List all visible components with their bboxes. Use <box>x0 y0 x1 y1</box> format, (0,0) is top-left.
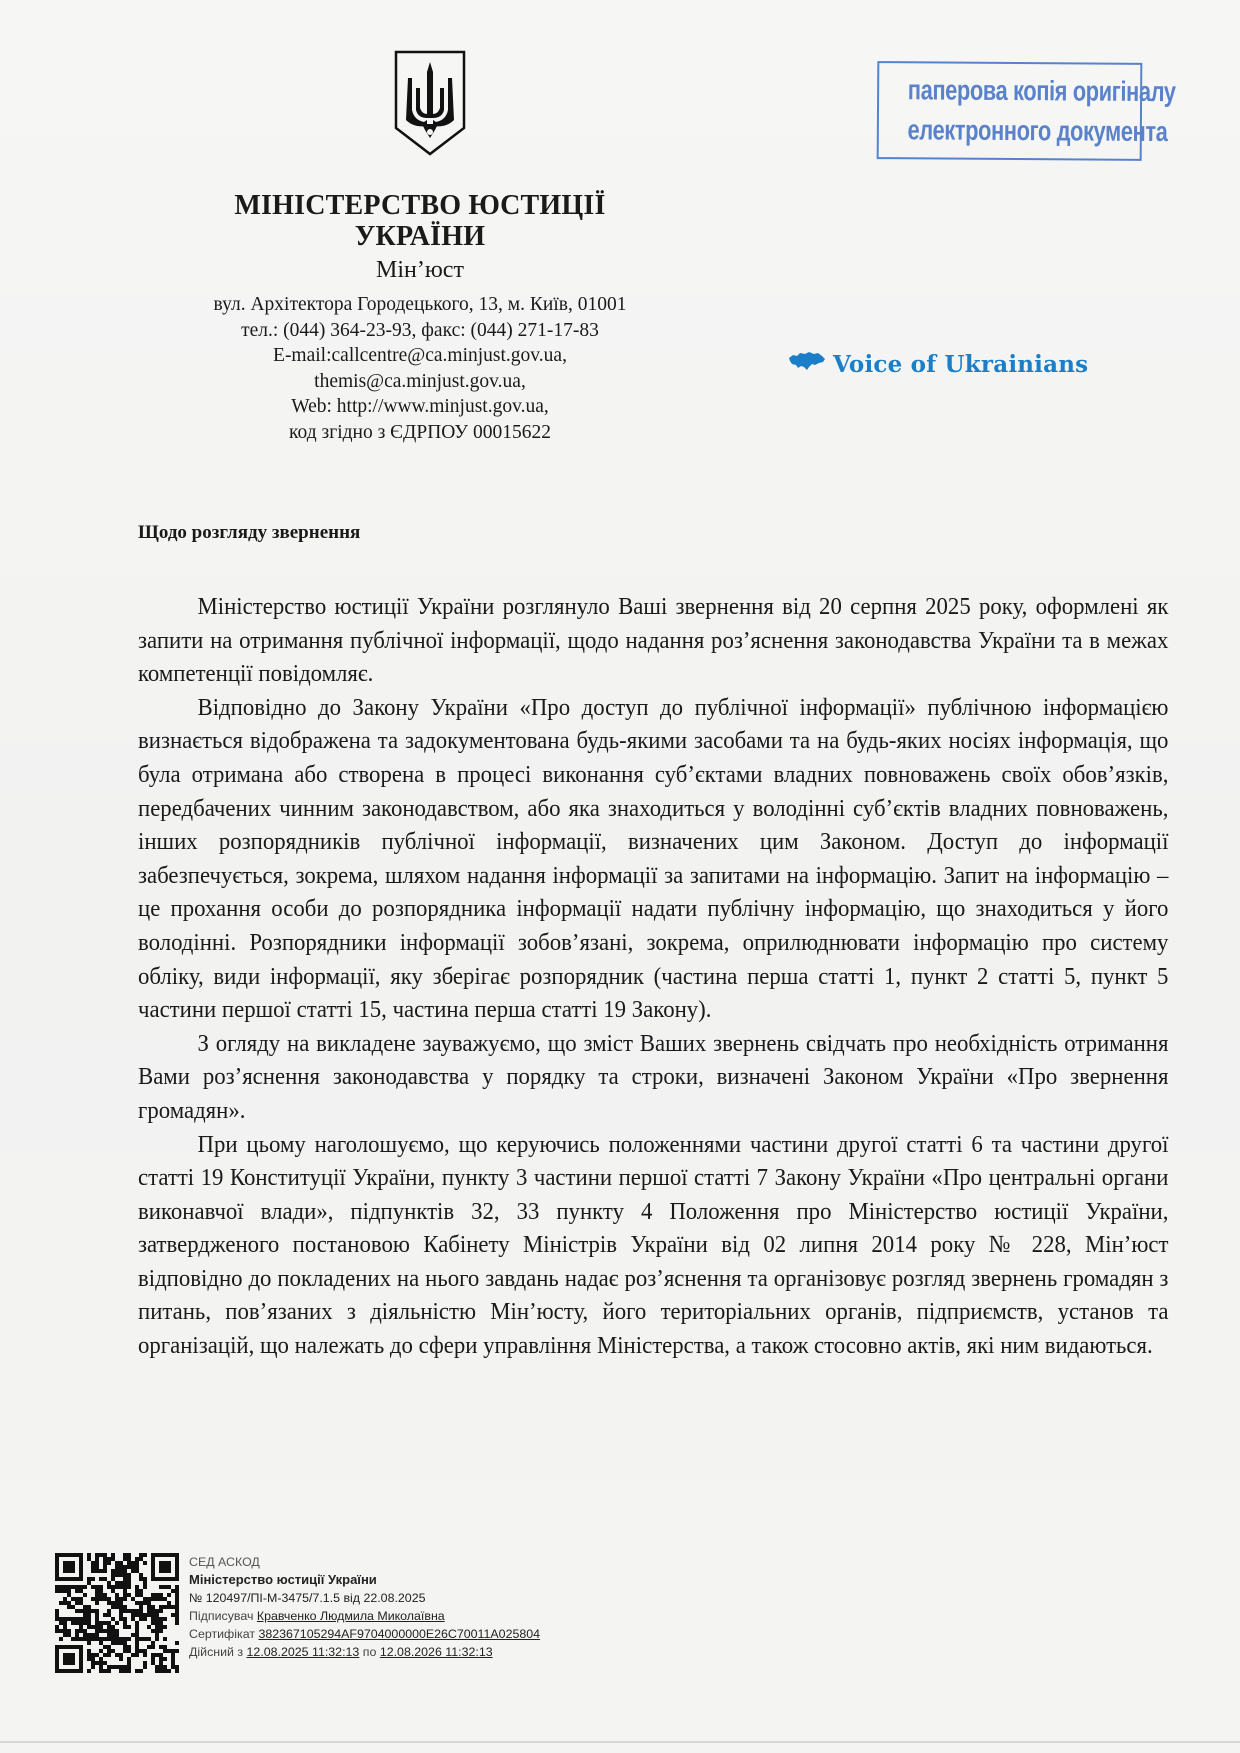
paper-copy-stamp <box>877 61 1176 161</box>
phone-fax: тел.: (044) 364-23-93, факс: (044) 271-17-83 <box>241 319 599 341</box>
document-system: СЕД АСКОД <box>189 1555 260 1569</box>
website: Web: http://www.minjust.gov.ua, <box>291 396 549 417</box>
ministry-title-line-1: МІНІСТЕРСТВО ЮСТИЦІЇ <box>234 190 606 221</box>
contact-details <box>140 292 700 445</box>
signature-details <box>189 1553 540 1661</box>
signer-name: Кравченко Людмила Миколаївна <box>256 1609 445 1623</box>
letter-subject: Щодо розгляду звернення <box>138 522 361 543</box>
email-themis: themis@ca.minjust.gov.ua, <box>314 370 526 392</box>
ministry-title-line-2: УКРАЇНИ <box>354 221 486 252</box>
certificate-number: 382367105294AF9704000000E26C70011A025804 <box>258 1627 541 1641</box>
validity-row <box>189 1643 540 1661</box>
valid-from-label: Дійсний з <box>189 1645 244 1659</box>
registration-number: № 120497/ПІ-М-3475/7.1.5 від 22.08.2025 <box>189 1591 426 1605</box>
certificate-label: Сертифікат <box>189 1627 255 1641</box>
signing-organization: Міністерство юстиції України <box>189 1572 377 1587</box>
ukraine-map-icon <box>787 350 827 378</box>
valid-from: 12.08.2025 11:32:13 <box>246 1645 360 1659</box>
signer-label: Підписувач <box>189 1609 254 1623</box>
address: вул. Архітектора Городецького, 13, м. Київ, 01001 <box>213 294 627 315</box>
ministry-short-name: Мін’юст <box>376 257 464 283</box>
signer-row <box>189 1607 540 1625</box>
stamp-line-1: паперова копія оригіналу <box>907 74 1176 108</box>
body-paragraph: З огляду на викладене зауважуємо, що зміст Ваших звернень свідчать про необхідність отримання Вами роз’яснення законодавства у порядку та строки, визначені Законом України «Про звернення громадян». <box>138 1029 1169 1124</box>
certificate-row <box>189 1625 540 1643</box>
letter-body <box>138 590 1168 1363</box>
edrpou-code: код згідно з ЄДРПОУ 00015622 <box>289 421 551 443</box>
stamp-line-2: електронного документа <box>907 114 1168 148</box>
body-paragraph: Відповідно до Закону України «Про доступ до публічної інформації» публічною інформацією визнається відображена та задокументована будь-якими засобами та на будь-яких носіях інформація, що була отримана або створена в процесі виконання суб’єктами владних повноважень своїх обов’язків, передбачених чинним законодавством, або яка знаходиться у володінні суб’єктів владних повноважень, інших розпорядників публічної інформації, визначених цим Законом. Доступ до інформації забезпечується, зокрема, шляхом надання інформації за запитами на інформацію. Запит на інформацію – це прохання особи до розпорядника інформації надати публічну інформацію, що знаходиться у його володінні. Розпорядники інформації зобов’язані, зокрема, оприлюднювати інформацію про систему обліку, види інформації, яку зберігає розпорядник (частина перша статті 1, пункт 2 статті 5, пункт 5 частини першої статті 15, частина перша статті 19 Закону). <box>138 693 1169 1024</box>
watermark-text: Voice of Ukrainians <box>833 350 1089 378</box>
valid-to: 12.08.2026 11:32:13 <box>379 1645 493 1659</box>
letterhead <box>140 190 700 445</box>
voice-of-ukrainians-watermark <box>787 350 1088 378</box>
valid-to-label: по <box>362 1645 377 1659</box>
email-callcentre: E-mail:callcentre@ca.minjust.gov.ua, <box>273 345 567 366</box>
electronic-signature-block <box>55 1553 540 1673</box>
body-paragraph: При цьому наголошуємо, що керуючись положеннями частини другої статті 6 та частини другої статті 19 Конституції України, пункту 3 частини першої статті 7 Закону України «Про центральні органи виконавчої влади», підпунктів 32, 33 пункту 4 Положення про Міністерство юстиції України, затвердженого постановою Кабінету Міністрів України від 02 липня 2014 року № 228, Мін’юст відповідно до покладених на нього завдань надає роз’яснення та організовує розгляд звернень громадян з питань, пов’язаних з діяльністю Мін’юсту, його територіальних органів, підприємств, установ та організацій, що належать до сфери управління Міністерства, а також стосовно актів, які ним видаються. <box>138 1130 1169 1360</box>
coat-of-arms-trident-icon <box>392 48 468 158</box>
page-edge <box>0 1741 1240 1743</box>
body-paragraph: Міністерство юстиції України розглянуло Ваші звернення від 20 серпня 2025 року, оформлені як запити на отримання публічної інформації, щодо надання роз’яснення законодавства України та в межах компетенції повідомляє. <box>138 593 1169 688</box>
qr-code-icon[interactable] <box>55 1553 179 1673</box>
